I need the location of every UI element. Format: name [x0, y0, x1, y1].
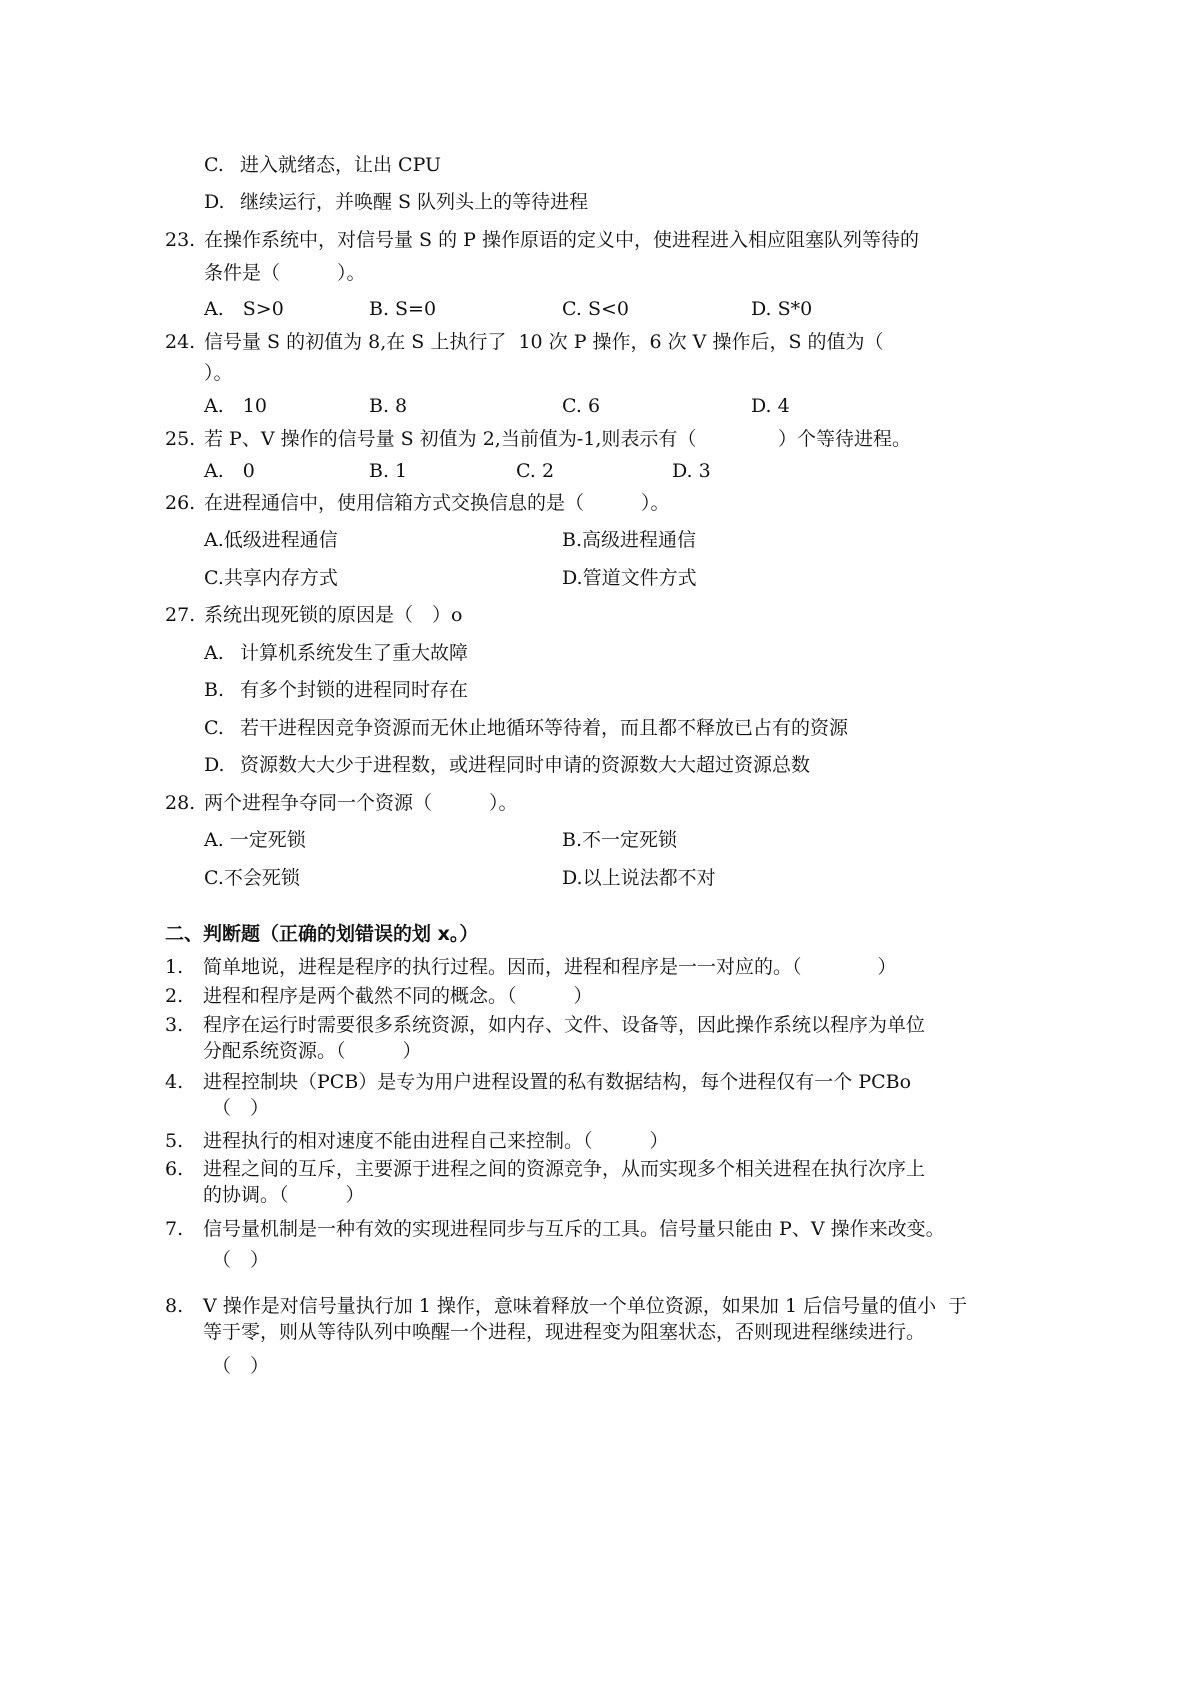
q26-option-a: A.低级进程通信 — [204, 529, 338, 551]
q28-option-d: D.以上说法都不对 — [562, 867, 716, 889]
q22-option-c-label: C. — [204, 154, 224, 176]
q23-option-c: C. S<0 — [562, 298, 629, 320]
q27-option-d-label: D. — [204, 754, 225, 776]
q24-option-a: A. 10 — [204, 395, 267, 417]
tf-6-line1: 进程之间的互斥，主要源于进程之间的资源竞争，从而实现多个相关进程在执行次序上 — [203, 1158, 926, 1180]
tf-8-line1: V 操作是对信号量执行加 1 操作，意味着释放一个单位资源，如果加 1 后信号量的值小 于 — [203, 1295, 968, 1317]
q25-option-b: B. 1 — [369, 460, 408, 482]
q27-stem: 系统出现死锁的原因是（ ）o — [204, 604, 463, 626]
q25-stem-part1: 若 P、V 操作的信号量 S 初值为 2,当前值为-1,则表示有（ — [204, 428, 697, 450]
tf-5-number: 5. — [165, 1130, 184, 1152]
tf-2-number: 2. — [165, 985, 184, 1007]
tf-2-line1: 进程和程序是两个截然不同的概念。（ ） — [203, 985, 593, 1007]
q25-option-d: D. 3 — [672, 460, 711, 482]
q25-option-a: A. 0 — [204, 460, 255, 482]
q27-option-a-label: A. — [204, 642, 224, 664]
tf-3-number: 3. — [165, 1014, 184, 1036]
tf-3-line2: 分配系统资源。（ ） — [203, 1040, 422, 1062]
q23-option-b: B. S=0 — [369, 298, 437, 320]
q27-option-c-label: C. — [204, 717, 224, 739]
q28-number: 28. — [165, 792, 196, 814]
section-2-heading: 二、判断题（正确的划错误的划 x。） — [165, 923, 479, 945]
q27-option-b-text: 有多个封锁的进程同时存在 — [240, 679, 469, 701]
q26-option-c: C.共享内存方式 — [204, 567, 338, 589]
tf-7-line1: 信号量机制是一种有效的实现进程同步与互斥的工具。信号量只能由 P、V 操作来改变。 — [203, 1218, 945, 1240]
q27-number: 27. — [165, 604, 196, 626]
tf-4-line2: （ ） — [212, 1097, 270, 1119]
tf-7-line2: （ ） — [212, 1249, 270, 1271]
tf-5-line1: 进程执行的相对速度不能由进程自己来控制。（ ） — [203, 1130, 669, 1152]
q26-stem: 在进程通信中，使用信箱方式交换信息的是（ ）。 — [204, 492, 670, 514]
q23-number: 23. — [165, 229, 196, 251]
q28-option-b: B.不一定死锁 — [562, 829, 678, 851]
q25-stem-part2: ）个等待进程。 — [778, 428, 912, 450]
q27-option-a-text: 计算机系统发生了重大故障 — [240, 642, 469, 664]
q22-option-d-label: D. — [204, 191, 225, 213]
tf-3-line1: 程序在运行时需要很多系统资源，如内存、文件、设备等，因此操作系统以程序为单位 — [203, 1014, 926, 1036]
q27-option-c-text: 若干进程因竞争资源而无休止地循环等待着，而且都不释放已占有的资源 — [240, 717, 849, 739]
q27-option-d-text: 资源数大大少于进程数，或进程同时申请的资源数大大超过资源总数 — [240, 754, 811, 776]
tf-8-line3: （ ） — [212, 1355, 270, 1377]
tf-6-number: 6. — [165, 1158, 184, 1180]
q22-option-d-text: 继续运行，并唤醒 S 队列头上的等待进程 — [240, 191, 589, 213]
q23-stem-line1: 在操作系统中，对信号量 S 的 P 操作原语的定义中，使进程进入相应阻塞队列等待的 — [204, 229, 919, 251]
tf-8-line2: 等于零，则从等待队列中唤醒一个进程，现进程变为阻塞状态，否则现进程继续进行。 — [203, 1321, 926, 1343]
q26-number: 26. — [165, 492, 196, 514]
q28-stem: 两个进程争夺同一个资源（ ）。 — [204, 792, 518, 814]
q24-option-b: B. 8 — [369, 395, 408, 417]
q24-stem-line1: 信号量 S 的初值为 8,在 S 上执行了 10 次 P 操作，6 次 V 操作后，S 的值为（ — [204, 331, 884, 353]
tf-6-line2: 的协调。（ ） — [203, 1184, 365, 1206]
q24-stem-line2: ）。 — [204, 362, 233, 384]
q23-stem-line2: 条件是（ ）。 — [204, 262, 366, 284]
q22-option-c-text: 进入就绪态，让出 CPU — [240, 154, 442, 176]
q26-option-b: B.高级进程通信 — [562, 529, 697, 551]
tf-7-number: 7. — [165, 1218, 184, 1240]
q23-option-d: D. S*0 — [751, 298, 813, 320]
q24-option-d: D. 4 — [751, 395, 790, 417]
q27-option-b-label: B. — [204, 679, 225, 701]
tf-1-number: 1. — [165, 956, 184, 978]
tf-1-line1: 简单地说，进程是程序的执行过程。因而，进程和程序是一一对应的。（ ） — [203, 956, 897, 978]
q25-option-c: C. 2 — [516, 460, 555, 482]
q24-option-c: C. 6 — [562, 395, 601, 417]
q28-option-a: A. 一定死锁 — [204, 829, 306, 851]
tf-4-line1: 进程控制块（PCB）是专为用户进程设置的私有数据结构，每个进程仅有一个 PCBo — [203, 1071, 912, 1093]
q23-option-a: A. S>0 — [204, 298, 284, 320]
q26-option-d: D.管道文件方式 — [562, 567, 697, 589]
q28-option-c: C.不会死锁 — [204, 867, 300, 889]
q25-number: 25. — [165, 428, 196, 450]
tf-8-number: 8. — [165, 1295, 184, 1317]
q24-number: 24. — [165, 331, 196, 353]
tf-4-number: 4. — [165, 1071, 184, 1093]
